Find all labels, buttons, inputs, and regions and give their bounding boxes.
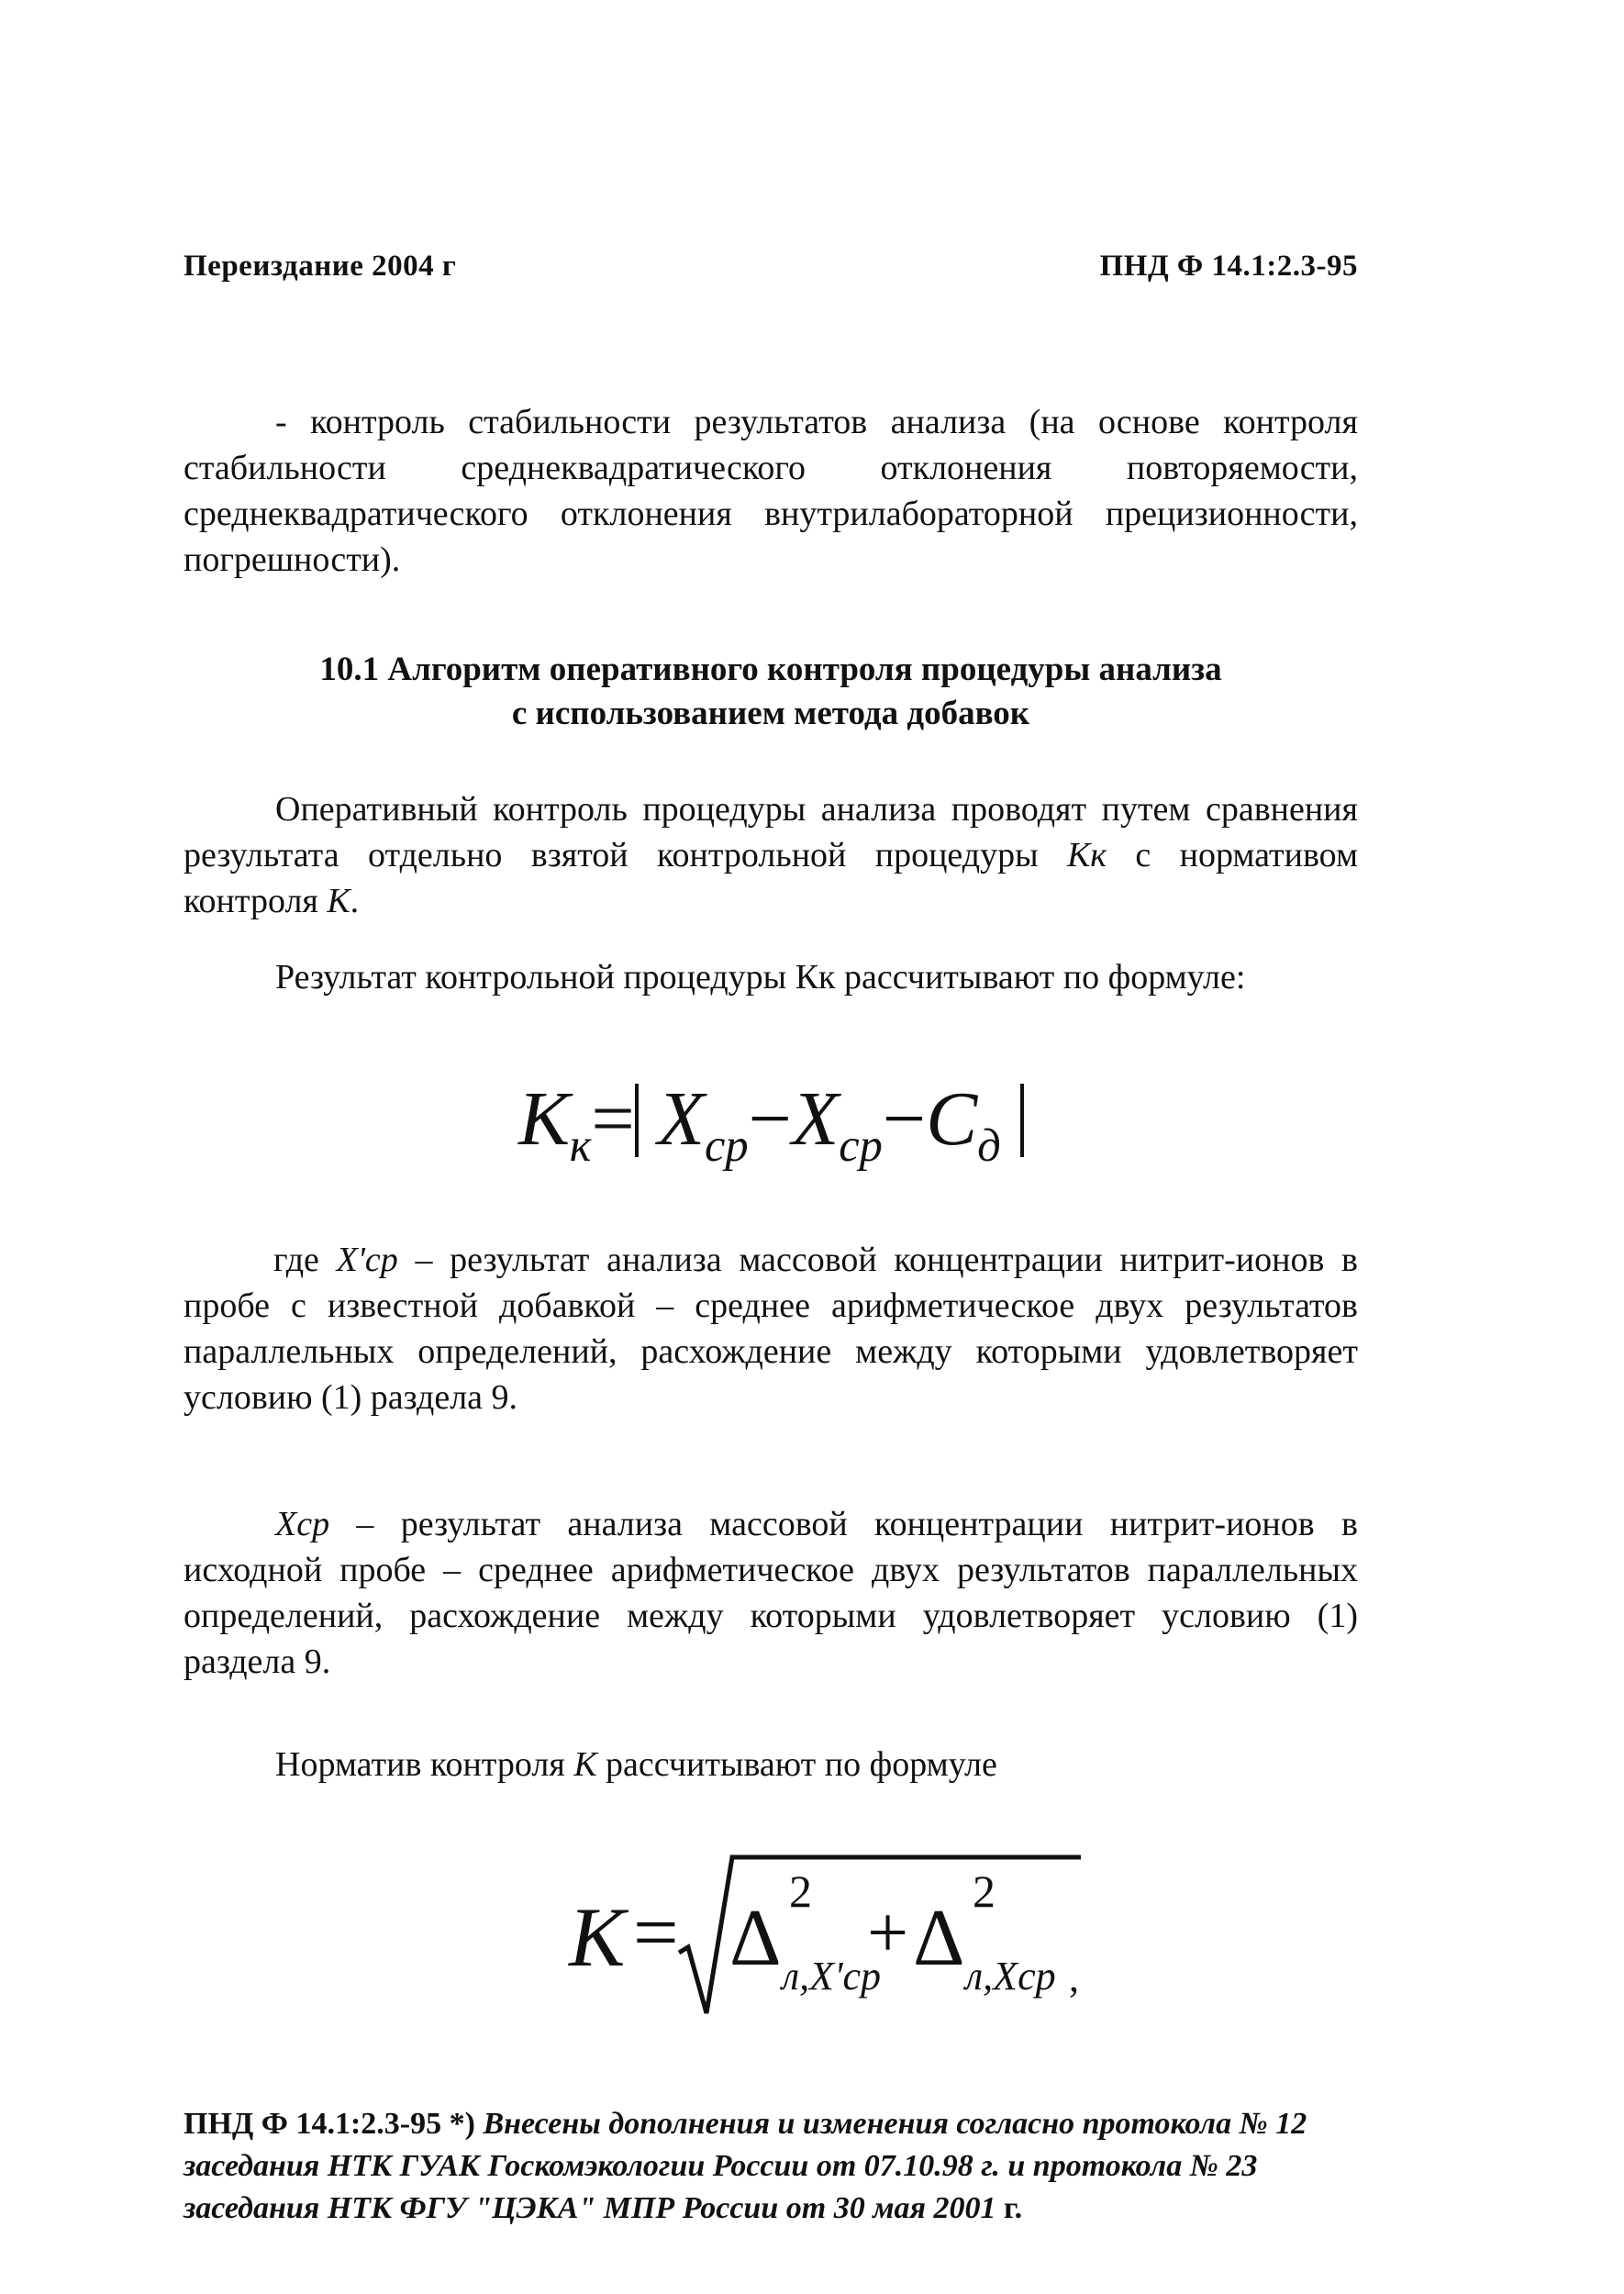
abs-bar-left <box>635 1084 639 1157</box>
formula-square2: 2 <box>973 1865 996 1917</box>
footnote-tail: г. <box>996 2191 1023 2225</box>
abs-bar-right <box>1020 1084 1024 1157</box>
footnote-text: Внесены дополнения и изменения согласно протокола № 12 заседания НТК ГУАК Госкомэкологии России от 07.10.98 г. и протокола № 23 заседания НТК ФГУ "ЦЭКА" МПР России от 30 мая 2001 <box>184 2107 1307 2225</box>
symbol-k: К <box>327 882 350 920</box>
formula-kk <box>518 1074 1024 1191</box>
definition-x-prime <box>184 1237 1358 1420</box>
intro-list-item: - контроль стабильности результатов анализа (на основе контроля стабильности среднеквадратического отклонения повторяемости, среднеквадратического отклонения внутрилабораторной прецизионности, погрешности). <box>184 403 1358 579</box>
formula-k <box>569 1844 1083 2028</box>
formula-subscript2: л,Xср <box>965 1954 1056 1999</box>
section-heading-line2: с использованием метода добавок <box>511 695 1030 732</box>
formula-x1: X <box>657 1076 706 1162</box>
formula-k-lhs: К <box>569 1890 626 1984</box>
paragraph-text: . <box>350 882 360 920</box>
definition-lead: где <box>273 1241 337 1279</box>
formula-equals: = <box>591 1076 635 1162</box>
formula-lhs-subscript: к <box>569 1119 592 1171</box>
formula-subscript1: л,X'ср <box>782 1954 882 1999</box>
formula-x2: X <box>791 1076 840 1162</box>
formula-x2-subscript: ср <box>839 1119 883 1171</box>
definition-text: – результат анализа массовой концентрации нитрит-ионов в пробе с известной добавкой – среднее арифметическое двух результатов параллельных определений, расхождение между которыми удовлетворяет условию (1) раздела 9. <box>184 1241 1358 1417</box>
definition-text: – результат анализа массовой концентрации нитрит-ионов в исходной пробе – среднее арифметическое двух результатов параллельных определений, расхождение между которыми удовлетворяет условию (1) раздела 9. <box>184 1505 1358 1681</box>
formula-minus: − <box>882 1076 927 1162</box>
symbol-k: К <box>573 1745 597 1784</box>
footnote-lead: ПНД Ф 14.1:2.3-95 *) <box>184 2107 475 2141</box>
paragraph-text: рассчитывают по формуле <box>596 1745 997 1784</box>
formula-c-subscript: д <box>977 1119 1001 1171</box>
formula-delta1: Δ <box>729 1894 782 1983</box>
formula-c: C <box>926 1076 978 1162</box>
running-header-right: ПНД Ф 14.1:2.3-95 <box>1099 250 1358 283</box>
paragraph-text: с нормативом контроля <box>184 836 1358 920</box>
formula-lhs: К <box>518 1076 570 1162</box>
paragraph-operational-control <box>184 786 1358 924</box>
formula-k-equals: = <box>633 1888 679 1977</box>
formula-delta2: Δ <box>913 1894 965 1983</box>
symbol-x-cp: Xср <box>275 1505 330 1543</box>
paragraph-text: Норматив контроля <box>275 1745 574 1784</box>
symbol-x-prime-cp: X'ср <box>336 1241 398 1279</box>
formula-minus: − <box>748 1076 792 1162</box>
paragraph-text: Оперативный контроль процедуры анализа проводят путем сравнения результата отдельно взятой контрольной процедуры <box>184 790 1358 874</box>
formula-plus: + <box>867 1893 909 1974</box>
section-heading-line1: 10.1 Алгоритм оперативного контроля процедуры анализа <box>319 651 1222 688</box>
definition-x <box>184 1501 1358 1685</box>
footnote <box>184 2103 1358 2230</box>
running-header-left: Переиздание 2004 г <box>184 250 457 283</box>
paragraph-formula-intro: Результат контрольной процедуры Кк рассчитывают по формуле: <box>275 958 1246 997</box>
formula-comma: , <box>1069 1955 1079 2000</box>
symbol-kk: Кк <box>1067 836 1107 874</box>
formula-x1-subscript: ср <box>705 1119 749 1171</box>
formula-square1: 2 <box>789 1865 812 1917</box>
section-heading <box>184 648 1358 736</box>
paragraph-norm-intro <box>184 1742 1358 1787</box>
